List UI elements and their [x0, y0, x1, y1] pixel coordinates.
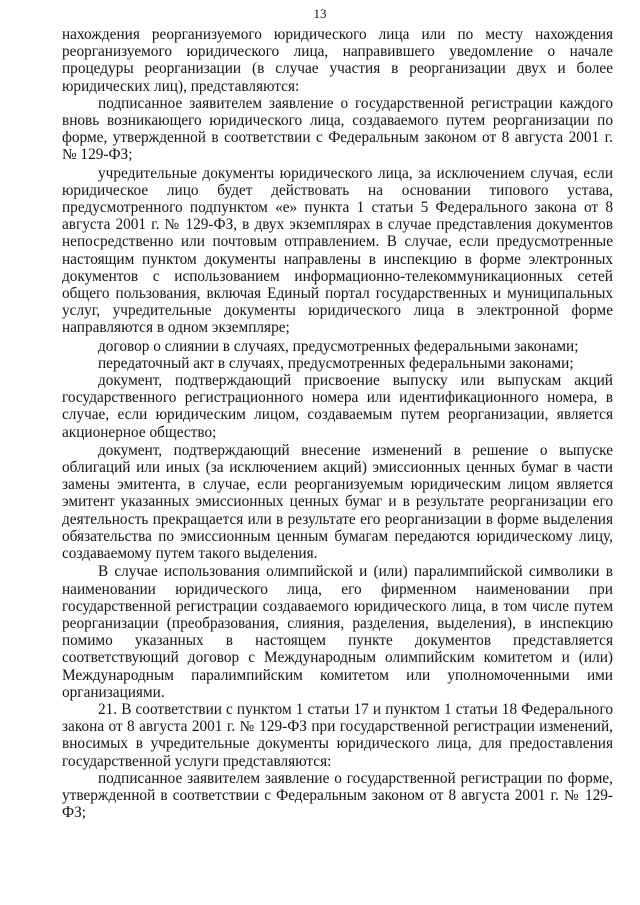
paragraph-item-21: 21. В соответствии с пунктом 1 статьи 17 и пунктом 1 статьи 18 Федерального закона от 8 августа 2001 г. № 129-ФЗ при государственной регистрации изменений, вносимых в учредительные документы юридического лица, для предоставления государственной услуги представляются: — [62, 700, 613, 770]
paragraph-continuation: нахождения реорганизуемого юридического лица или по месту нахождения реорганизуемого юридического лица, направившего уведомление о начале процедуры реорганизации (в случае участия в реорганизации двух и более юридических лиц), представляются: — [62, 26, 613, 95]
paragraph-bond-issue-changes: документ, подтверждающий внесение изменений в решение о выпуске облигаций или иных (за исключением акций) эмиссионных ценных бумаг в части замены эмитента, в случае, если реорганизуемым юридическим лицом является эмитент указанных эмиссионных ценных бумаг и в результате реорганизации его деятельность прекращается или в результате его реорганизации в форме выделения обязательства по эмиссионным ценным бумагам передаются юридическому лицу, создаваемому путем такого выделения. — [62, 441, 613, 563]
paragraph-merger-agreement: договор о слиянии в случаях, предусмотренных федеральными законами; — [98, 337, 579, 355]
paragraph-application-form: подписанное заявителем заявление о государственной регистрации по форме, утвержденной в соответствии с Федеральным законом от 8 августа 2001 г. № 129-ФЗ; — [62, 769, 613, 822]
paragraph-share-registration-number: документ, подтверждающий присвоение выпуску или выпускам акций государственного регистрационного номера или идентификационного номера, в случае, если юридическим лицом, создаваемым путем реорганизации, является акционерное общество; — [62, 372, 613, 441]
page-number: 13 — [313, 6, 327, 21]
paragraph-application-new-entity: подписанное заявителем заявление о государственной регистрации каждого вновь возникающего юридического лица, создаваемого путем реорганизации по форме, утвержденной в соответствии с Федеральным законом от 8 августа 2001 г. № 129-ФЗ; — [62, 94, 613, 164]
document-body — [62, 26, 613, 821]
paragraph-constituent-documents: учредительные документы юридического лица, за исключением случая, если юридическое лицо будет действовать на основании типового устава, предусмотренного подпунктом «е» пункта 1 статьи 5 Федерального закона от 8 августа 2001 г. № 129-ФЗ, в двух экземплярах в случае представления документов непосредственно или почтовым отправлением. В случае, если предусмотренные настоящим пунктом документы направлены в инспекцию в форме электронных документов с использованием информационно-телекоммуникационных сетей общего пользования, включая Единый портал государственных и муниципальных услуг, учредительные документы юридического лица в электронной форме направляются в одном экземпляре; — [62, 164, 613, 337]
paragraph-transfer-act: передаточный акт в случаях, предусмотренных федеральными законами; — [98, 354, 574, 372]
paragraph-olympic-symbols: В случае использования олимпийской и (или) паралимпийской символики в наименовании юридического лица, его фирменном наименовании при государственной регистрации создаваемого юридического лица, в том числе путем реорганизации (преобразования, слияния, разделения, выделения), в инспекцию помимо указанных в настоящем пункте документов представляется соответствующий договор с Международным олимпийским комитетом и (или) Международным паралимпийским комитетом или уполномоченными ими организациями. — [62, 563, 613, 701]
